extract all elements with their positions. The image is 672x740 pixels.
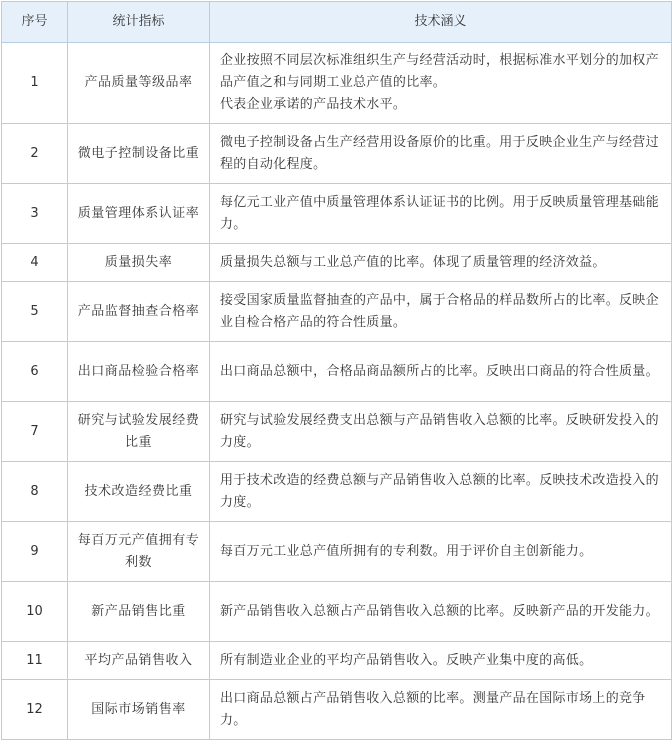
- row-indicator: 研究与试验发展经费比重: [68, 402, 210, 462]
- row-indicator: 国际市场销售率: [68, 680, 210, 740]
- row-index: 3: [2, 184, 68, 244]
- row-indicator: 技术改造经费比重: [68, 462, 210, 522]
- table-row: [2, 342, 672, 402]
- row-index: 12: [2, 680, 68, 740]
- row-meaning-text: 企业按照不同层次标准组织生产与经营活动时，根据标准水平划分的加权产品产值之和与同期工业总产值的比率。: [220, 53, 659, 90]
- indicator-table: [1, 1, 672, 740]
- row-indicator: 质量管理体系认证率: [68, 184, 210, 244]
- row-indicator: 产品质量等级品率: [68, 43, 210, 124]
- table-row: [2, 402, 672, 462]
- row-meaning: 新产品销售收入总额占产品销售收入总额的比率。反映新产品的开发能力。: [210, 582, 672, 642]
- table-row: [2, 582, 672, 642]
- table-row: [2, 184, 672, 244]
- row-index: 10: [2, 582, 68, 642]
- row-indicator: 质量损失率: [68, 244, 210, 282]
- row-indicator: 新产品销售比重: [68, 582, 210, 642]
- row-index: 6: [2, 342, 68, 402]
- table-body: [2, 43, 672, 740]
- table-row: [2, 642, 672, 680]
- row-index: 2: [2, 124, 68, 184]
- row-meaning: 用于技术改造的经费总额与产品销售收入总额的比率。反映技术改造投入的力度。: [210, 462, 672, 522]
- header-meaning: 技术涵义: [210, 2, 672, 43]
- row-index: 8: [2, 462, 68, 522]
- row-meaning: 每百万元工业总产值所拥有的专利数。用于评价自主创新能力。: [210, 522, 672, 582]
- table-row: [2, 244, 672, 282]
- header-row: [2, 2, 672, 43]
- row-meaning: 每亿元工业产值中质量管理体系认证证书的比例。用于反映质量管理基础能力。: [210, 184, 672, 244]
- table-row: [2, 43, 672, 124]
- row-index: 11: [2, 642, 68, 680]
- row-meaning: 接受国家质量监督抽查的产品中，属于合格品的样品数所占的比率。反映企业自检合格产品的符合性质量。: [210, 282, 672, 342]
- row-index: 4: [2, 244, 68, 282]
- table-row: [2, 124, 672, 184]
- row-index: 7: [2, 402, 68, 462]
- header-index: 序号: [2, 2, 68, 43]
- row-meaning: [210, 43, 672, 124]
- row-indicator: 微电子控制设备比重: [68, 124, 210, 184]
- row-meaning: 出口商品总额占产品销售收入总额的比率。测量产品在国际市场上的竞争力。: [210, 680, 672, 740]
- table-row: [2, 282, 672, 342]
- row-meaning: 质量损失总额与工业总产值的比率。体现了质量管理的经济效益。: [210, 244, 672, 282]
- table-header: [2, 2, 672, 43]
- row-meaning: 所有制造业企业的平均产品销售收入。反映产业集中度的高低。: [210, 642, 672, 680]
- table-row: [2, 522, 672, 582]
- row-index: 9: [2, 522, 68, 582]
- row-indicator: 出口商品检验合格率: [68, 342, 210, 402]
- row-index: 1: [2, 43, 68, 124]
- table-row: [2, 462, 672, 522]
- table-row: [2, 680, 672, 740]
- row-indicator: 产品监督抽查合格率: [68, 282, 210, 342]
- row-indicator: 平均产品销售收入: [68, 642, 210, 680]
- row-indicator: 每百万元产值拥有专利数: [68, 522, 210, 582]
- row-meaning: 研究与试验发展经费支出总额与产品销售收入总额的比率。反映研发投入的力度。: [210, 402, 672, 462]
- row-index: 5: [2, 282, 68, 342]
- header-indicator: 统计指标: [68, 2, 210, 43]
- row-meaning-text-extra: 代表企业承诺的产品技术水平。: [220, 97, 407, 112]
- row-meaning: 微电子控制设备占生产经营用设备原价的比重。用于反映企业生产与经营过程的自动化程度。: [210, 124, 672, 184]
- row-meaning: 出口商品总额中，合格品商品额所占的比率。反映出口商品的符合性质量。: [210, 342, 672, 402]
